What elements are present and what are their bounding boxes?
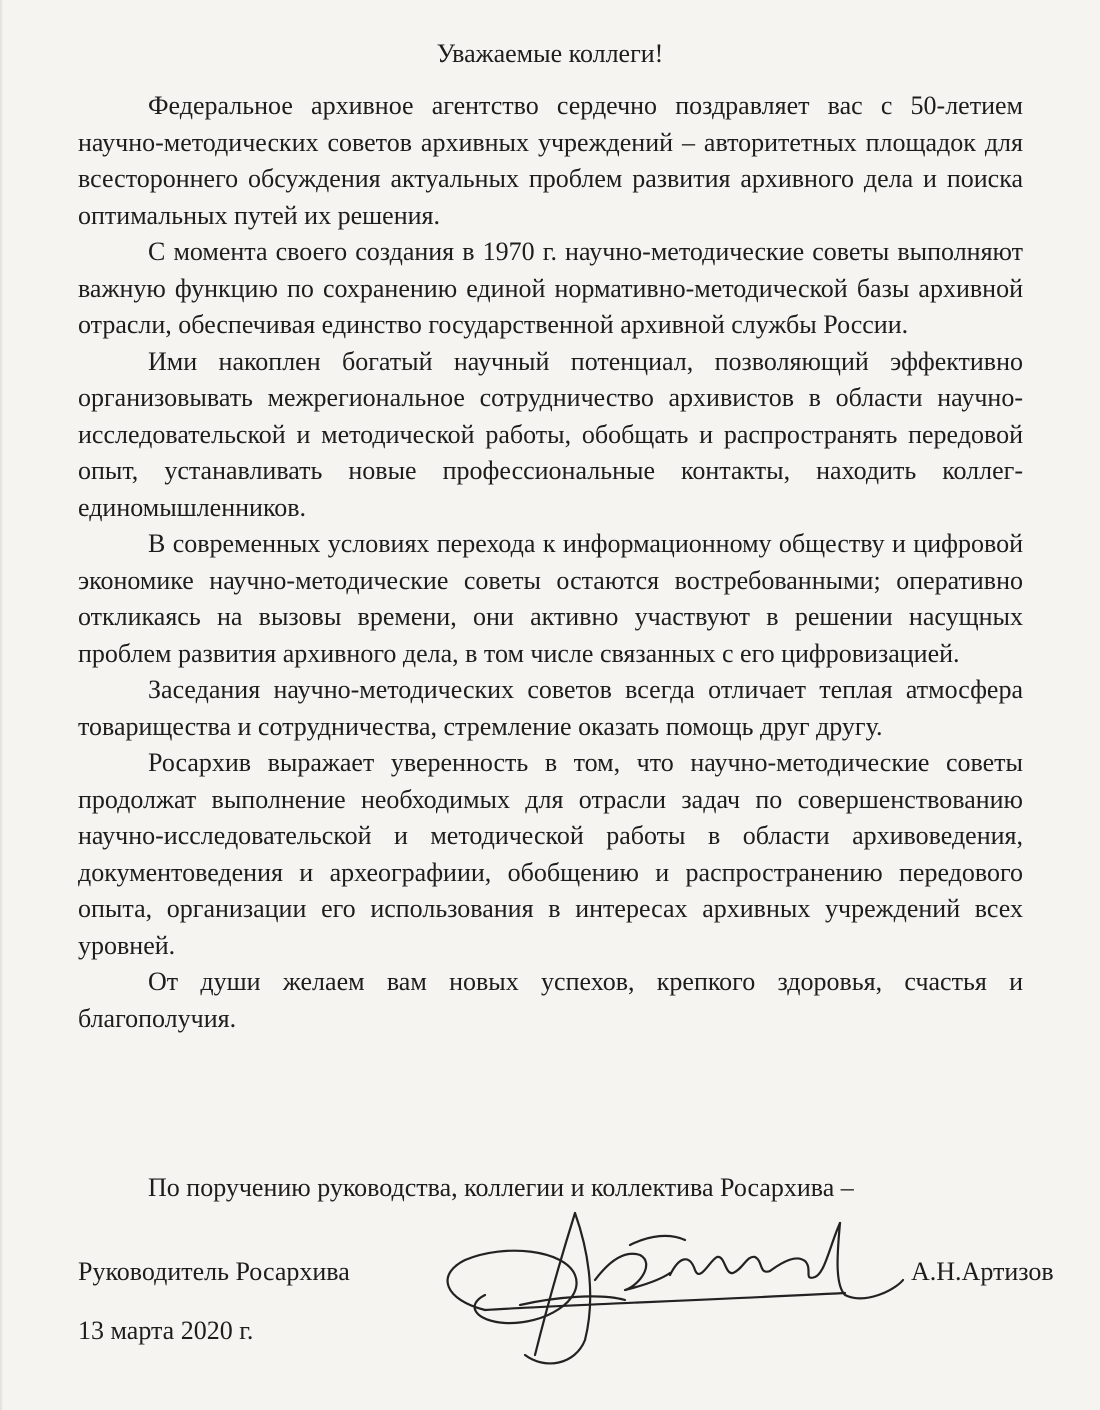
paragraph: Ими накоплен богатый научный потенциал, позволяющий эффективно организовывать межрегиональное сотрудничество архивистов в области научно-исследовательской и методической работы, обобщать и распространять передовой опыт, устанавливать новые профессиональные контакты, находить коллег-единомышленников.: [78, 346, 1023, 522]
paragraph: В современных условиях перехода к информационному обществу и цифровой экономике научно-методические советы остаются востребованными; оперативно откликаясь на вызовы времени, они активно участвуют в решении насущных проблем развития архивного дела, в том числе связанных с его цифровизацией.: [78, 529, 1023, 668]
scan-edge-left: [0, 0, 3, 1410]
paragraph: Заседания научно-методических советов всегда отличает теплая атмосфера товарищества и сотрудничества, стремление оказать помощь друг другу.: [78, 675, 1023, 741]
handwritten-signature: [425, 1205, 905, 1375]
paragraph: Росархив выражает уверенность в том, что научно-методические советы продолжат выполнение необходимых для отрасли задач по совершенствованию научно-исследовательской и методической работы в области архивоведения, документоведения и археографиии, обобщению и распространению передового опыта, организации его использования в интересах архивных учреждений всех уровней.: [78, 748, 1023, 960]
salutation: Уважаемые коллеги!: [436, 39, 664, 68]
letter-date: 13 марта 2020 г.: [78, 1316, 254, 1345]
signatory-title: Руководитель Росархива: [78, 1257, 350, 1286]
letter-body: [78, 88, 1023, 1037]
closing-line: По поручению руководства, коллегии и коллектива Росархива –: [148, 1173, 854, 1202]
paragraph: С момента своего создания в 1970 г. научно-методические советы выполняют важную функцию по сохранению единой нормативно-методической базы архивной отрасли, обеспечивая единство государственной архивной службы России.: [78, 237, 1023, 339]
paragraph: От души желаем вам новых успехов, крепкого здоровья, счастья и благополучия.: [78, 967, 1023, 1033]
signatory-name: А.Н.Артизов: [911, 1257, 1054, 1286]
paragraph: Федеральное архивное агентство сердечно поздравляет вас с 50-летием научно-методических советов архивных учреждений – авторитетных площадок для всестороннего обсуждения актуальных проблем развития архивного дела и поиска оптимальных путей их решения.: [78, 91, 1023, 230]
